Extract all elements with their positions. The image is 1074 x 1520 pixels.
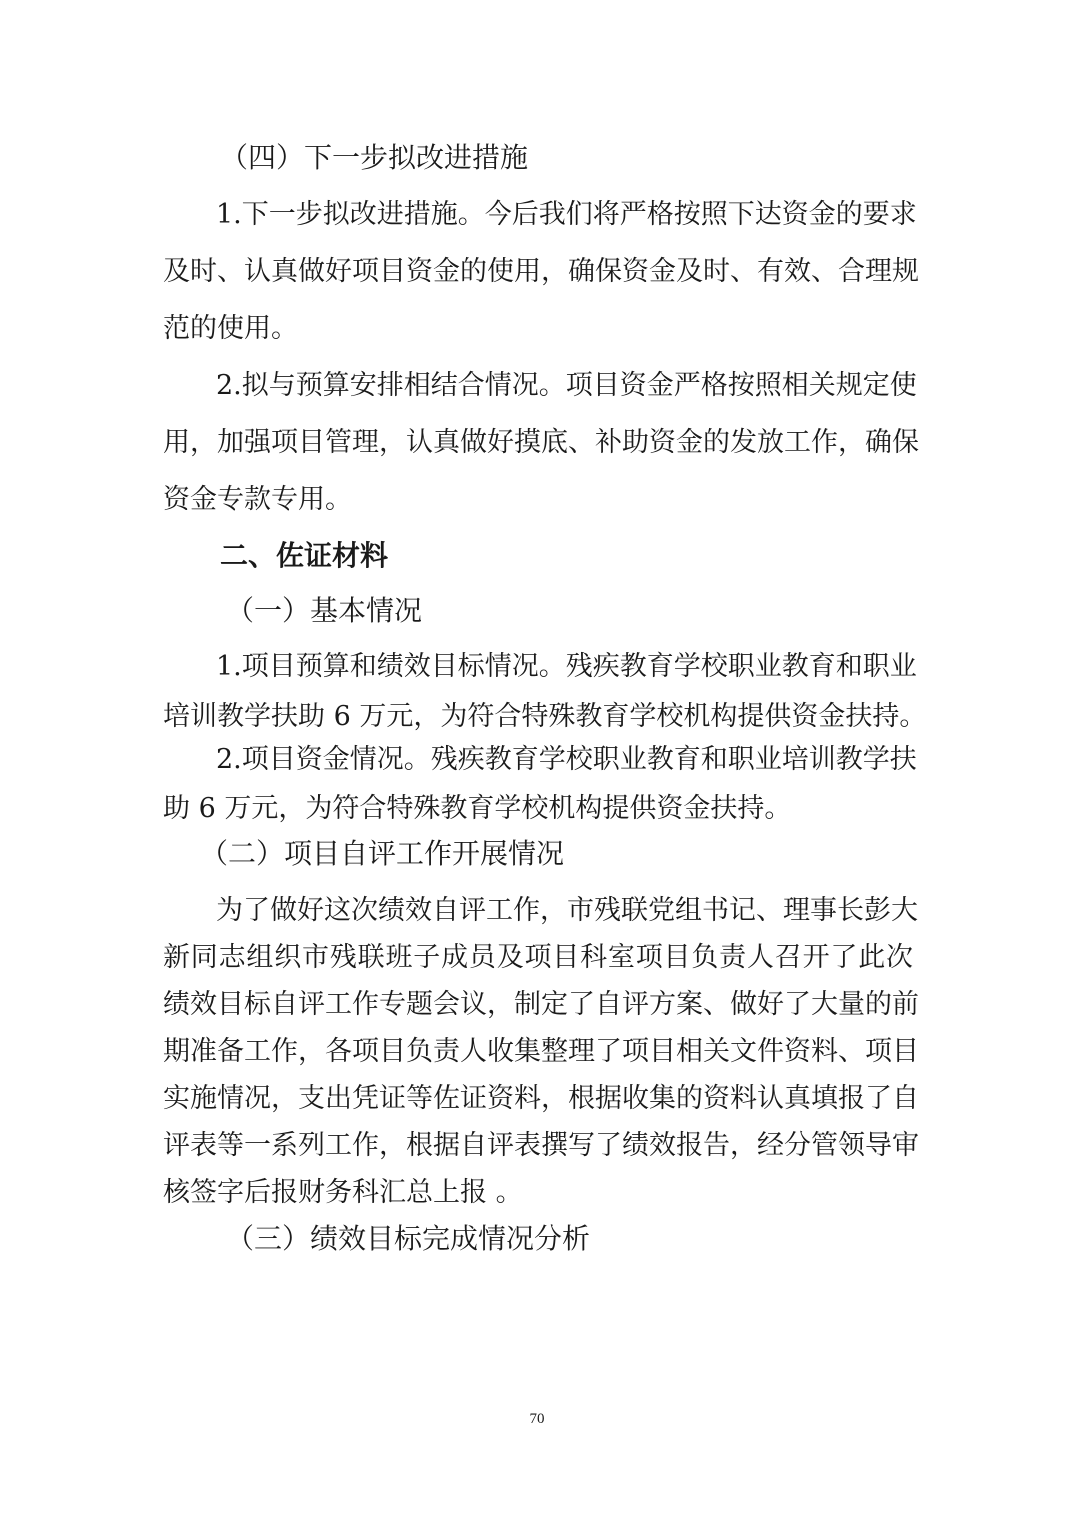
page-number: 70 — [529, 1411, 545, 1427]
heading-improvement-measures: （四）下一步拟改进措施 — [220, 141, 529, 174]
paragraph-line: 1.项目预算和绩效目标情况。残疾教育学校职业教育和职业 — [216, 651, 917, 682]
paragraph-line: 2.项目资金情况。残疾教育学校职业教育和职业培训教学扶 — [216, 744, 917, 775]
paragraph-line: 为了做好这次绩效自评工作，市残联党组书记、理事长彭大 — [216, 895, 918, 926]
paragraph-line: 助 6 万元，为符合特殊教育学校机构提供资金扶持。 — [163, 793, 792, 824]
heading-performance-analysis: （三）绩效目标完成情况分析 — [226, 1222, 591, 1255]
section-heading-evidence: 二、佐证材料 — [220, 539, 389, 572]
heading-basic-situation: （一）基本情况 — [226, 594, 423, 627]
paragraph-line: 新同志组织市残联班子成员及项目科室项目负责人召开了此次 — [163, 942, 913, 973]
paragraph-line: 核签字后报财务科汇总上报 。 — [163, 1177, 523, 1208]
paragraph-line: 范的使用。 — [163, 313, 298, 344]
paragraph-line: 实施情况，支出凭证等佐证资料，根据收集的资料认真填报了自 — [163, 1083, 919, 1114]
paragraph-line: 培训教学扶助 6 万元，为符合特殊教育学校机构提供资金扶持。 — [163, 701, 927, 732]
paragraph-line: 及时、认真做好项目资金的使用，确保资金及时、有效、合理规 — [163, 256, 919, 287]
paragraph-line: 用，加强项目管理，认真做好摸底、补助资金的发放工作，确保 — [163, 427, 919, 458]
paragraph-line: 2.拟与预算安排相结合情况。项目资金严格按照相关规定使 — [216, 370, 917, 401]
paragraph-line: 资金专款专用。 — [163, 484, 352, 515]
heading-self-evaluation: （二）项目自评工作开展情况 — [200, 837, 565, 870]
paragraph-line: 期准备工作，各项目负责人收集整理了项目相关文件资料、项目 — [163, 1036, 919, 1067]
paragraph-line: 评表等一系列工作，根据自评表撰写了绩效报告，经分管领导审 — [163, 1130, 919, 1161]
paragraph-line: 绩效目标自评工作专题会议，制定了自评方案、做好了大量的前 — [163, 989, 919, 1020]
paragraph-line: 1.下一步拟改进措施。今后我们将严格按照下达资金的要求 — [216, 199, 917, 230]
